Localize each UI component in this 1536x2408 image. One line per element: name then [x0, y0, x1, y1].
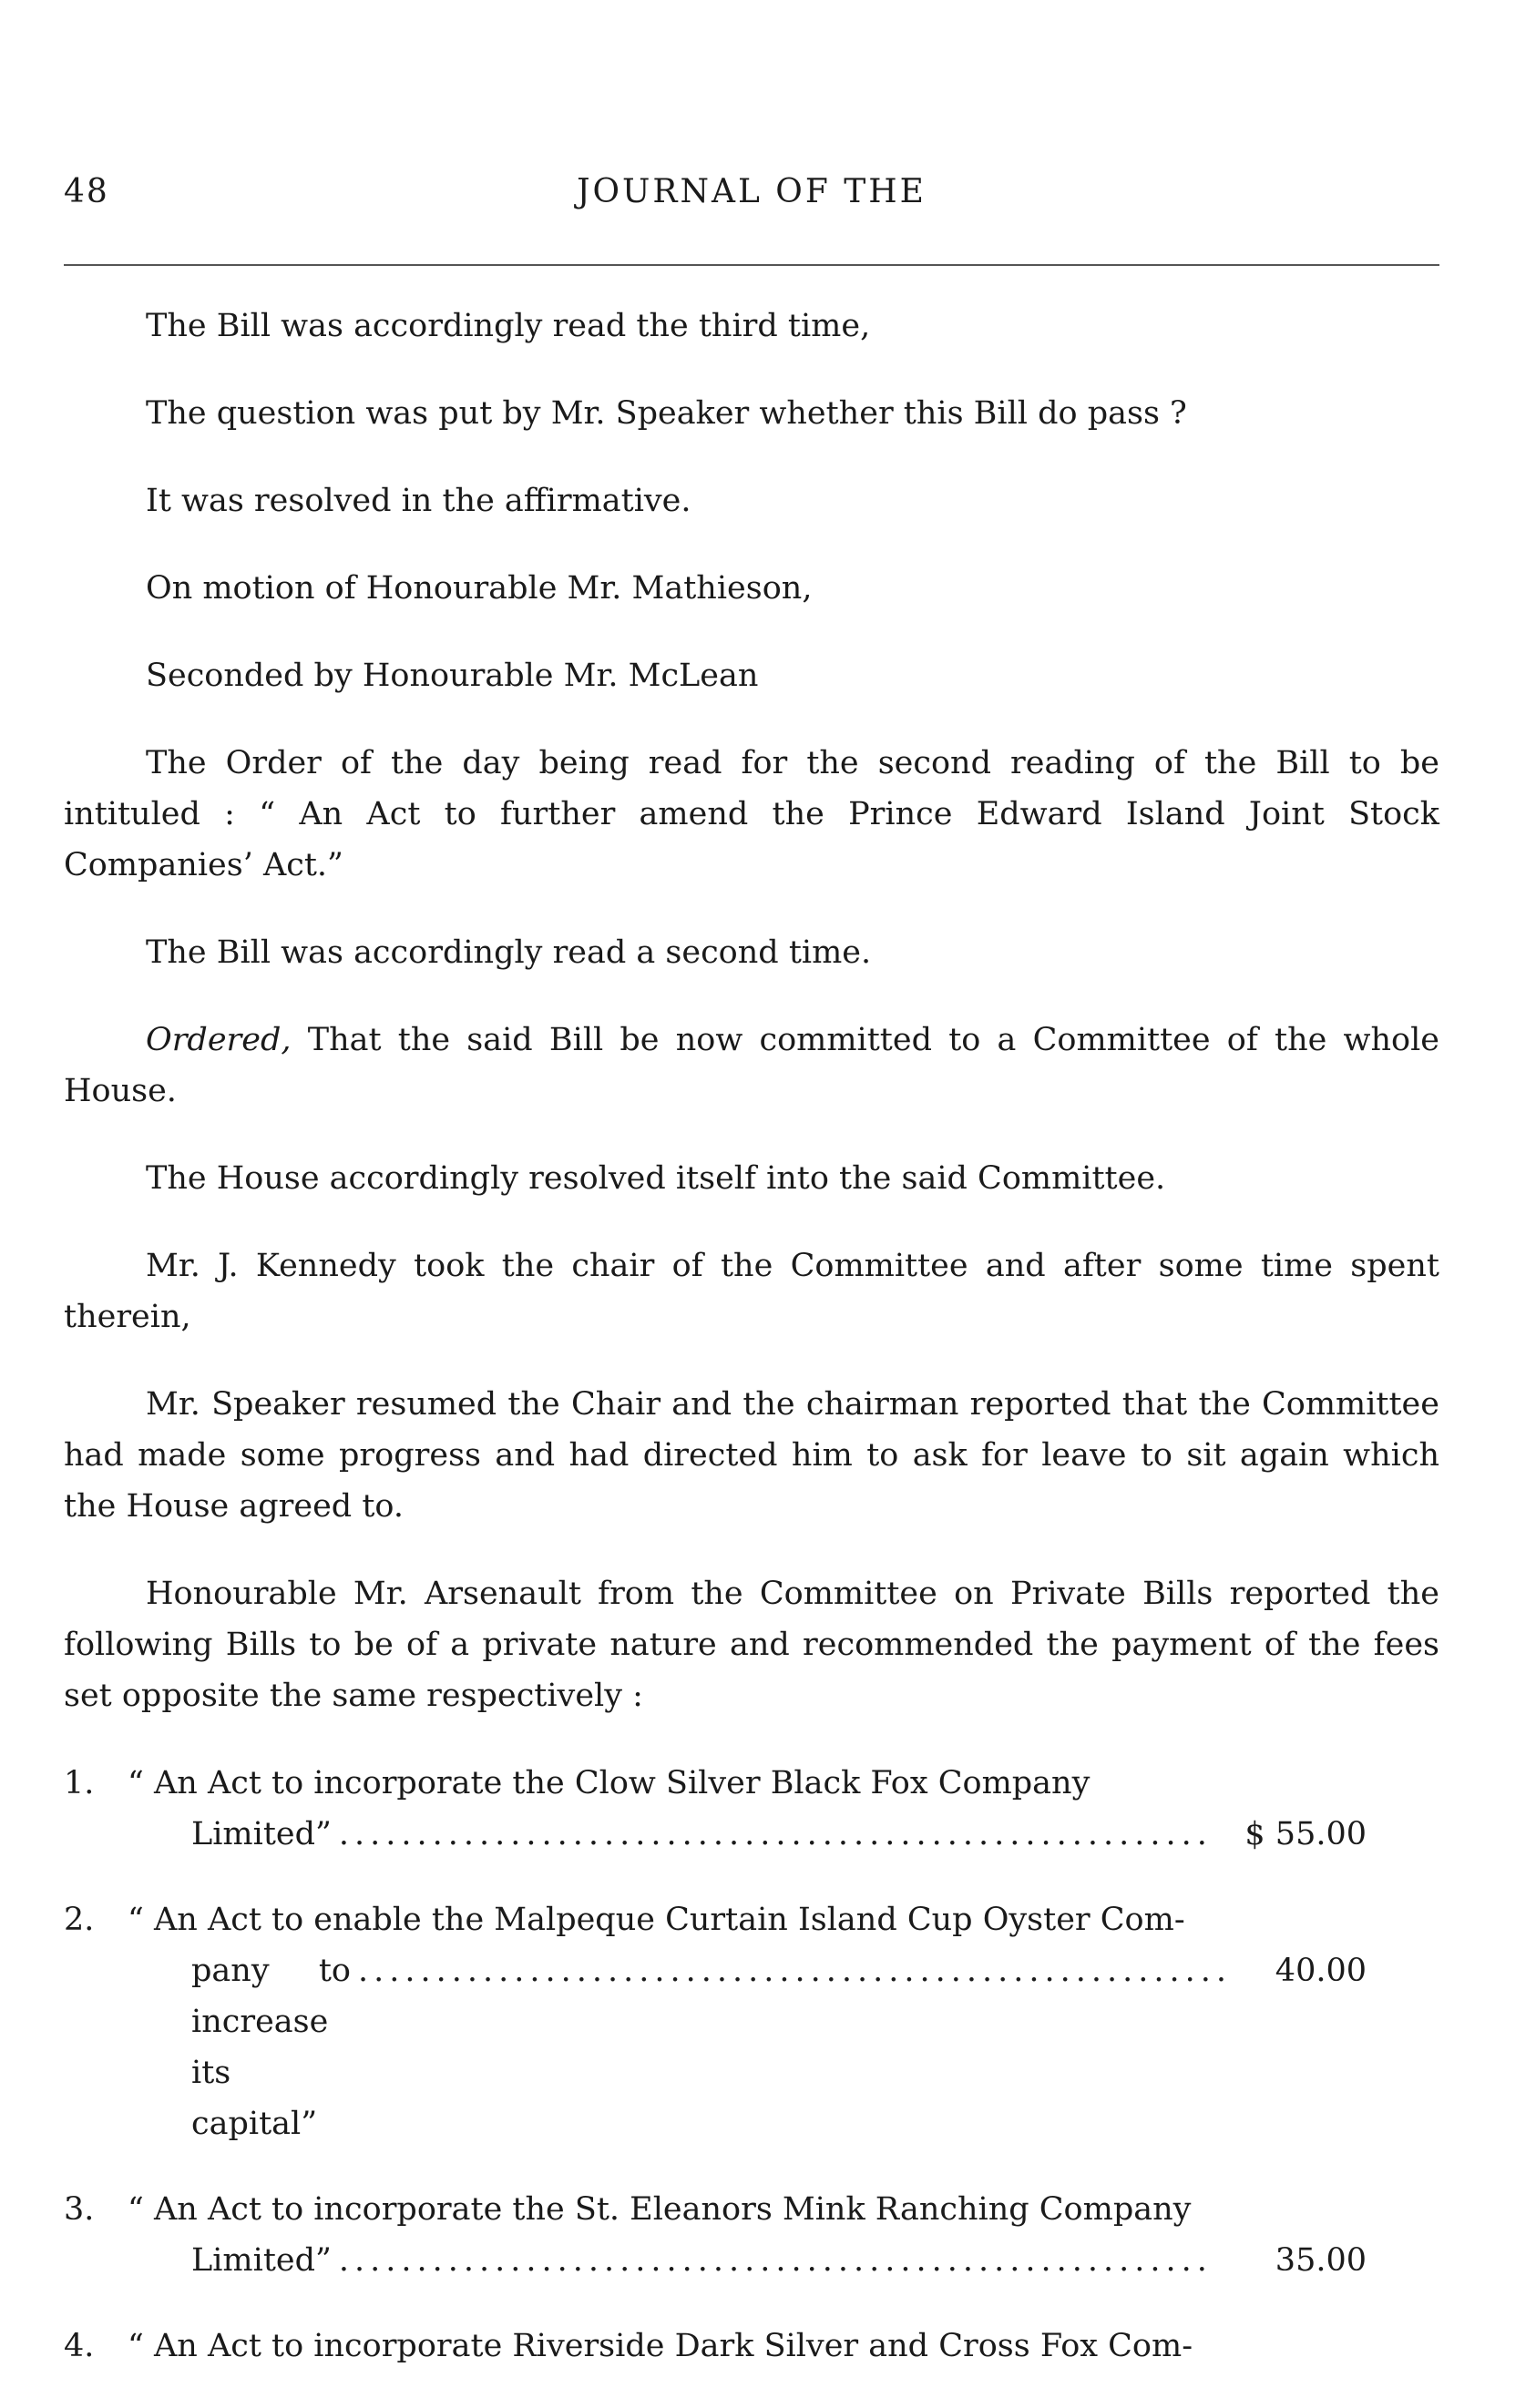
bill-item: [64, 1894, 1439, 2149]
paragraph: Mr. Speaker resumed the Chair and the chairman reported that the Committee had made some progress and had directed him to ask for leave to sit again which the House agreed to.: [64, 1386, 1439, 1525]
journal-page: [64, 173, 1439, 2364]
bill-title-line: “ An Act to incorporate the Clow Silver Black Fox Company: [128, 1765, 1091, 1801]
paragraph: The question was put by Mr. Speaker whether this Bill do pass ?: [146, 395, 1187, 432]
header-rule: [64, 264, 1439, 266]
paragraph: It was resolved in the affirmative.: [146, 483, 691, 519]
bill-title-line: “ An Act to incorporate the St. Eleanors Mink Ranching Company: [128, 2191, 1192, 2228]
bill-number: 2.: [64, 1902, 95, 1938]
bill-fee: 40.00: [1275, 1953, 1367, 1989]
paragraph: The Bill was accordingly read the third time,: [146, 308, 871, 344]
bill-title-line: “ An Act to incorporate Riverside Dark Silver and Cross Fox Com-: [128, 2328, 1193, 2364]
paragraph: Honourable Mr. Arsenault from the Committee on Private Bills reported the following Bills to be of a private nature and recommended the payment of the fees set opposite the same respectively :: [64, 1576, 1439, 1714]
ordered-text: That the said Bill be now committed to a Committee of the whole House.: [64, 1022, 1439, 1109]
paragraph: On motion of Honourable Mr. Mathieson,: [146, 570, 813, 607]
paragraph: The House accordingly resolved itself into the said Committee.: [146, 1160, 1166, 1197]
bill-fee: $ 55.00: [1244, 1816, 1367, 1852]
bill-number: 1.: [64, 1765, 95, 1801]
paragraph: Seconded by Honourable Mr. McLean: [146, 658, 759, 694]
bill-item: [64, 1758, 1439, 1860]
ordered-label: Ordered,: [146, 1022, 292, 1058]
bill-number: 3.: [64, 2191, 95, 2228]
ordered-paragraph: [64, 1015, 1439, 1117]
bill-title-continuation: Limited”: [191, 2242, 332, 2279]
bill-title-line: “ An Act to enable the Malpeque Curtain Island Cup Oyster Com-: [128, 1902, 1185, 1938]
page-header: [64, 173, 1439, 228]
bill-number: 4.: [64, 2328, 95, 2364]
page-body: [64, 301, 1439, 2406]
page-number: 48: [64, 173, 109, 210]
paragraph: The Bill was accordingly read a second time.: [146, 934, 872, 971]
dot-leader: ........................................................: [338, 2242, 1213, 2279]
bill-title-continuation: pany to increase its capital”: [191, 1953, 351, 2142]
bill-item: [64, 2184, 1439, 2286]
dot-leader: ........................................................: [338, 1816, 1213, 1852]
bill-item: [64, 2321, 1439, 2372]
running-head: JOURNAL OF THE: [577, 173, 927, 210]
paragraph: Mr. J. Kennedy took the chair of the Committee and after some time spent therein,: [64, 1248, 1439, 1335]
paragraph: The Order of the day being read for the second reading of the Bill to be intituled : “ An Act to further amend the Prince Edward Island Joint Stock Companies’ Act.”: [64, 745, 1439, 883]
dot-leader: ........................................................: [357, 1953, 1232, 1989]
bill-fee: 35.00: [1275, 2242, 1367, 2279]
bill-title-continuation: Limited”: [191, 1816, 332, 1852]
